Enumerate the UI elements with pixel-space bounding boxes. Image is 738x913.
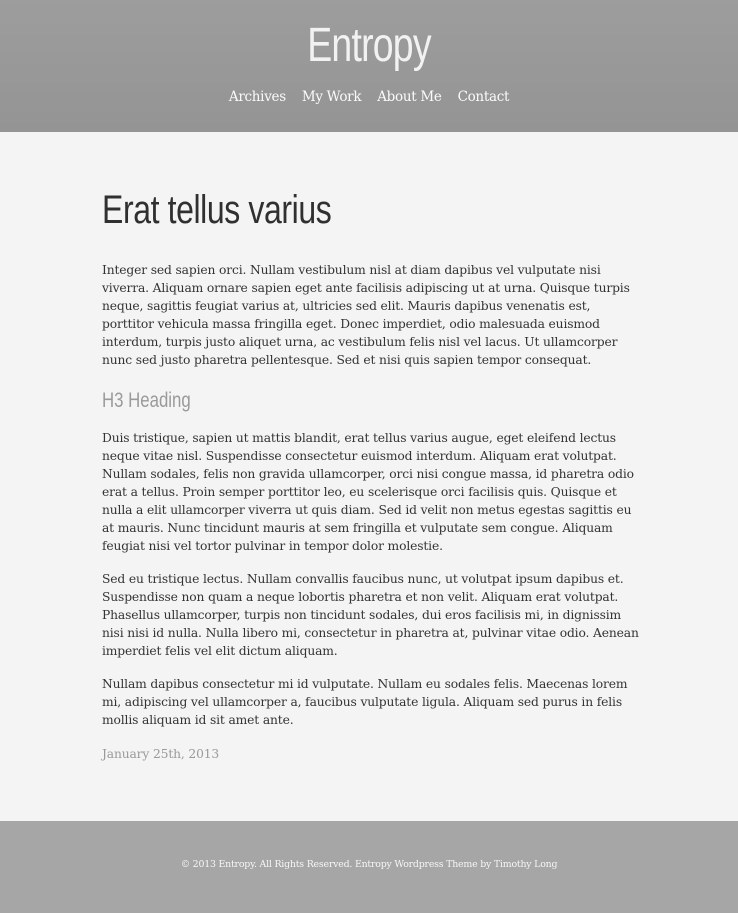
post-paragraph-1: Integer sed sapien orci. Nullam vestibulum nisl at diam dapibus vel vulputate nisi viverra. Aliquam ornare sapien eget ante facilisis adipiscing ut at urna. Quisque turpis neque, sagittis feugiat varius at, ultricies sed elit. Mauris dapibus venenatis est, porttitor vehicula massa fringilla eget. Donec imperdiet, odio malesuada euismod interdum, turpis justo aliquet urna, ac vestibulum felis nisl vel lacus. Ut ullamcorper nunc sed justo pharetra pellentesque. Sed et nisi quis sapien tempor consequat.: [102, 263, 630, 367]
nav-item-about-me[interactable]: About Me: [377, 89, 442, 105]
post-title: Erat tellus varius: [102, 188, 332, 232]
post-paragraph-2: Duis tristique, sapien ut mattis blandit, erat tellus varius augue, eget eleifend lectus neque vitae nisl. Suspendisse consectetur euismod interdum. Aliquam erat volutpat. Nullam sodales, felis non gravida ullamcorper, orci nisi congue massa, id pharetra odio erat a tellus. Proin semper porttitor leo, eu scelerisque orci facilisis quis. Quisque et nulla a elit ullamcorper viverra ut quis diam. Sed id velit non metus egestas sagittis eu at mauris. Nunc tincidunt mauris at sem fringilla et vulputate sem congue. Aliquam feugiat nisi vel tortor pulvinar in tempor dolor molestie.: [102, 431, 634, 553]
site-title[interactable]: Entropy: [307, 19, 431, 72]
post-paragraph-3: Sed eu tristique lectus. Nullam convallis faucibus nunc, ut volutpat ipsum dapibus et. Suspendisse non quam a neque lobortis pharetra et non velit. Aliquam erat volutpat. Phasellus ullamcorper, turpis non tincidunt sodales, dui eros facilisis mi, in dignissim nisi nisi id nulla. Nulla libero mi, consectetur in pharetra at, pulvinar vitae odio. Aenean imperdiet felis vel elit dictum aliquam.: [102, 572, 639, 658]
nav-item-archives[interactable]: Archives: [228, 89, 286, 105]
site-header: [0, 0, 738, 132]
main-nav: [0, 86, 738, 108]
post-paragraph-4: Nullam dapibus consectetur mi id vulputate. Nullam eu sodales felis. Maecenas lorem mi, adipiscing vel ullamcorper a, faucibus vulputate ligula. Aliquam sed purus in felis mollis aliquam id sit amet ante.: [102, 677, 628, 727]
post-date: January 25th, 2013: [102, 747, 220, 761]
site-footer: [0, 821, 738, 913]
nav-item-my-work[interactable]: My Work: [301, 89, 362, 105]
h3-heading: H3 Heading: [102, 389, 191, 412]
nav-item-contact[interactable]: Contact: [457, 89, 510, 105]
footer-copyright: © 2013 Entropy. All Rights Reserved. Entropy Wordpress Theme by Timothy Long: [180, 859, 558, 870]
post-article: [102, 184, 642, 761]
